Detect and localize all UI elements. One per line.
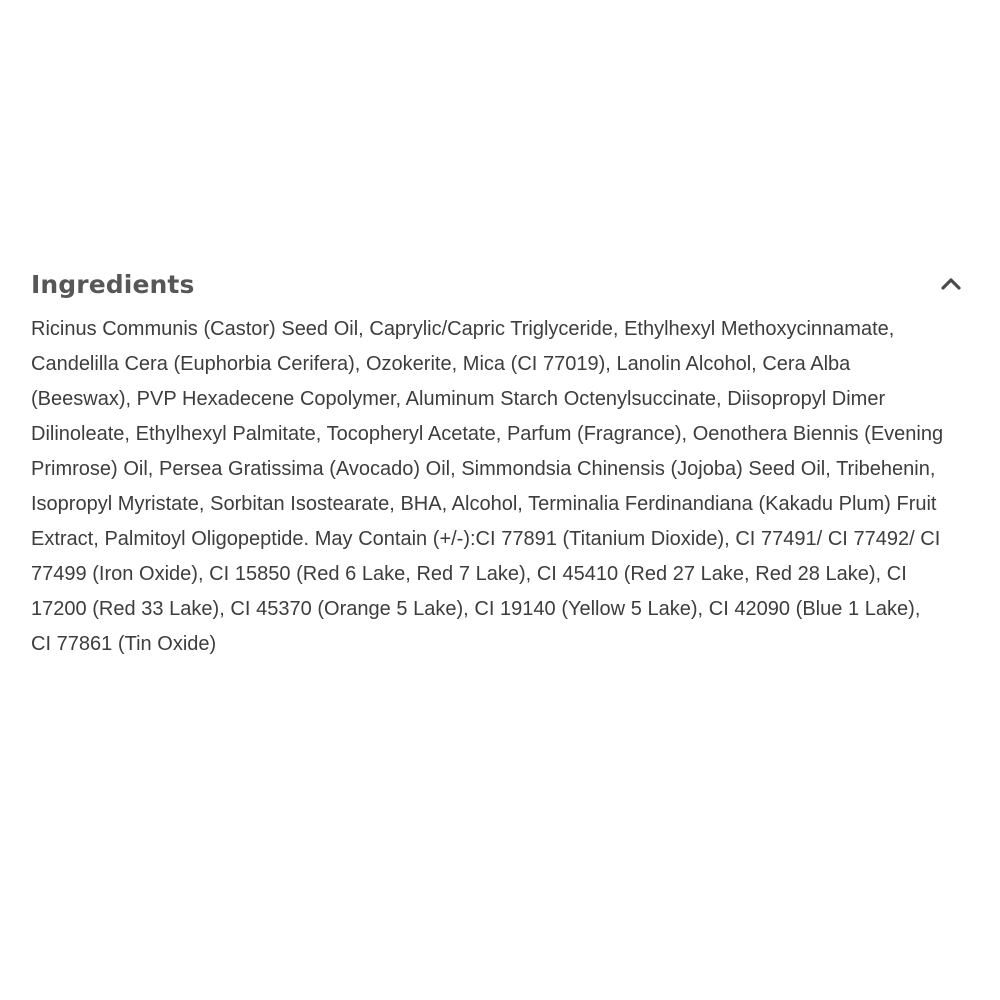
- chevron-up-icon[interactable]: [939, 272, 963, 296]
- ingredients-accordion-header[interactable]: [31, 262, 961, 306]
- ingredients-title: Ingredients: [31, 269, 195, 299]
- ingredients-list-text: Ricinus Communis (Castor) Seed Oil, Caprylic/Capric Triglyceride, Ethylhexyl Methoxycinnamate, Candelilla Cera (Euphorbia Cerifera), Ozokerite, Mica (CI 77019), Lanolin Alcohol, Cera Alba (Beeswax), PVP Hexadecene Copolymer, Aluminum Starch Octenylsuccinate, Diisopropyl Dimer Dilinoleate, Ethylhexyl Palmitate, Tocopheryl Acetate, Parfum (Fragrance), Oenothera Biennis (Evening Primrose) Oil, Persea Gratissima (Avocado) Oil, Simmondsia Chinensis (Jojoba) Seed Oil, Tribehenin, Isopropyl Myristate, Sorbitan Isostearate, BHA, Alcohol, Terminalia Ferdinandiana (Kakadu Plum) Fruit Extract, Palmitoyl Oligopeptide. May Contain (+/-):CI 77891 (Titanium Dioxide), CI 77491/ CI 77492/ CI 77499 (Iron Oxide), CI 15850 (Red 6 Lake, Red 7 Lake), CI 45410 (Red 27 Lake, Red 28 Lake), CI 17200 (Red 33 Lake), CI 45370 (Orange 5 Lake), CI 19140 (Yellow 5 Lake), CI 42090 (Blue 1 Lake), CI 77861 (Tin Oxide): [31, 318, 944, 655]
- ingredients-accordion: [31, 262, 961, 682]
